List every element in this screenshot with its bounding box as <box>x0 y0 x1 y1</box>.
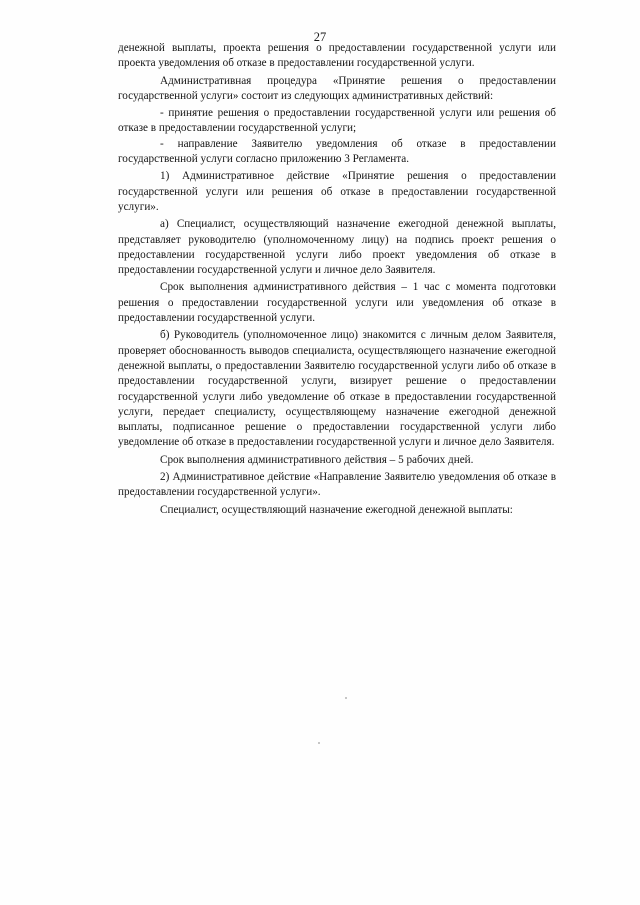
paragraph-specialist: Специалист, осуществляющий назначение ежегодной денежной выплаты: <box>160 503 513 516</box>
paragraph-deadline-5-days: Срок выполнения административного действия – 5 рабочих дней. <box>160 453 474 466</box>
scan-speck <box>345 697 347 699</box>
paragraph-action-1-title: 1) Административное действие «Принятие решения о предоставлении государственной услуги или решения об отказе в предоставлении государственной услуги». <box>118 170 556 213</box>
scan-speck <box>318 742 320 744</box>
paragraph-action-1b: б) Руководитель (уполномоченное лицо) знакомится с личным делом Заявителя, проверяет обоснованность выводов специалиста, осуществляющего назначение ежегодной денежной выплаты, о предоставлении Заявителю государственной услуги либо об отказе в предоставлении государственной услуги, визирует решение о предоставлении государственной услуги либо уведомление об отказе в предоставлении государственной услуги, передает специалисту, осуществляющему назначение ежегодной денежной выплаты, подписанное решение о предоставлении государственной услуги либо уведомление об отказе в предоставлении государственной услуги и личное дело Заявителя. <box>118 329 556 449</box>
page-number: 27 <box>313 30 327 44</box>
paragraph-procedure-intro: Административная процедура «Принятие решения о предоставлении государственной услуги» состоит из следующих административных действий: <box>118 74 556 102</box>
paragraph-action-2-title: 2) Административное действие «Направление Заявителю уведомления об отказе в предоставлении государственной услуги». <box>118 471 556 499</box>
document-body <box>118 41 556 520</box>
paragraph-deadline-1-hour: Срок выполнения административного действия – 1 час с момента подготовки решения о предоставлении государственной услуги или уведомления об отказе в предоставлении государственной услуги. <box>118 281 556 325</box>
paragraph-continuation: денежной выплаты, проекта решения о предоставлении государственной услуги или проекта уведомления об отказе в предоставлении государственной услуги. <box>118 42 556 70</box>
paragraph-action-1a: а) Специалист, осуществляющий назначение ежегодной денежной выплаты, представляет руководителю (уполномоченному лицу) на подпись проект решения о предоставлении государственной услуги либо проект уведомления об отказе в предоставлении государственной услуги и личное дело Заявителя. <box>118 218 556 277</box>
paragraph-action-decision: - принятие решения о предоставлении государственной услуги или решения об отказе в предоставлении государственной услуги; <box>118 107 556 135</box>
paragraph-action-notification: - направление Заявителю уведомления об отказе в предоставлении государственной услуги согласно приложению 3 Регламента. <box>118 137 556 166</box>
